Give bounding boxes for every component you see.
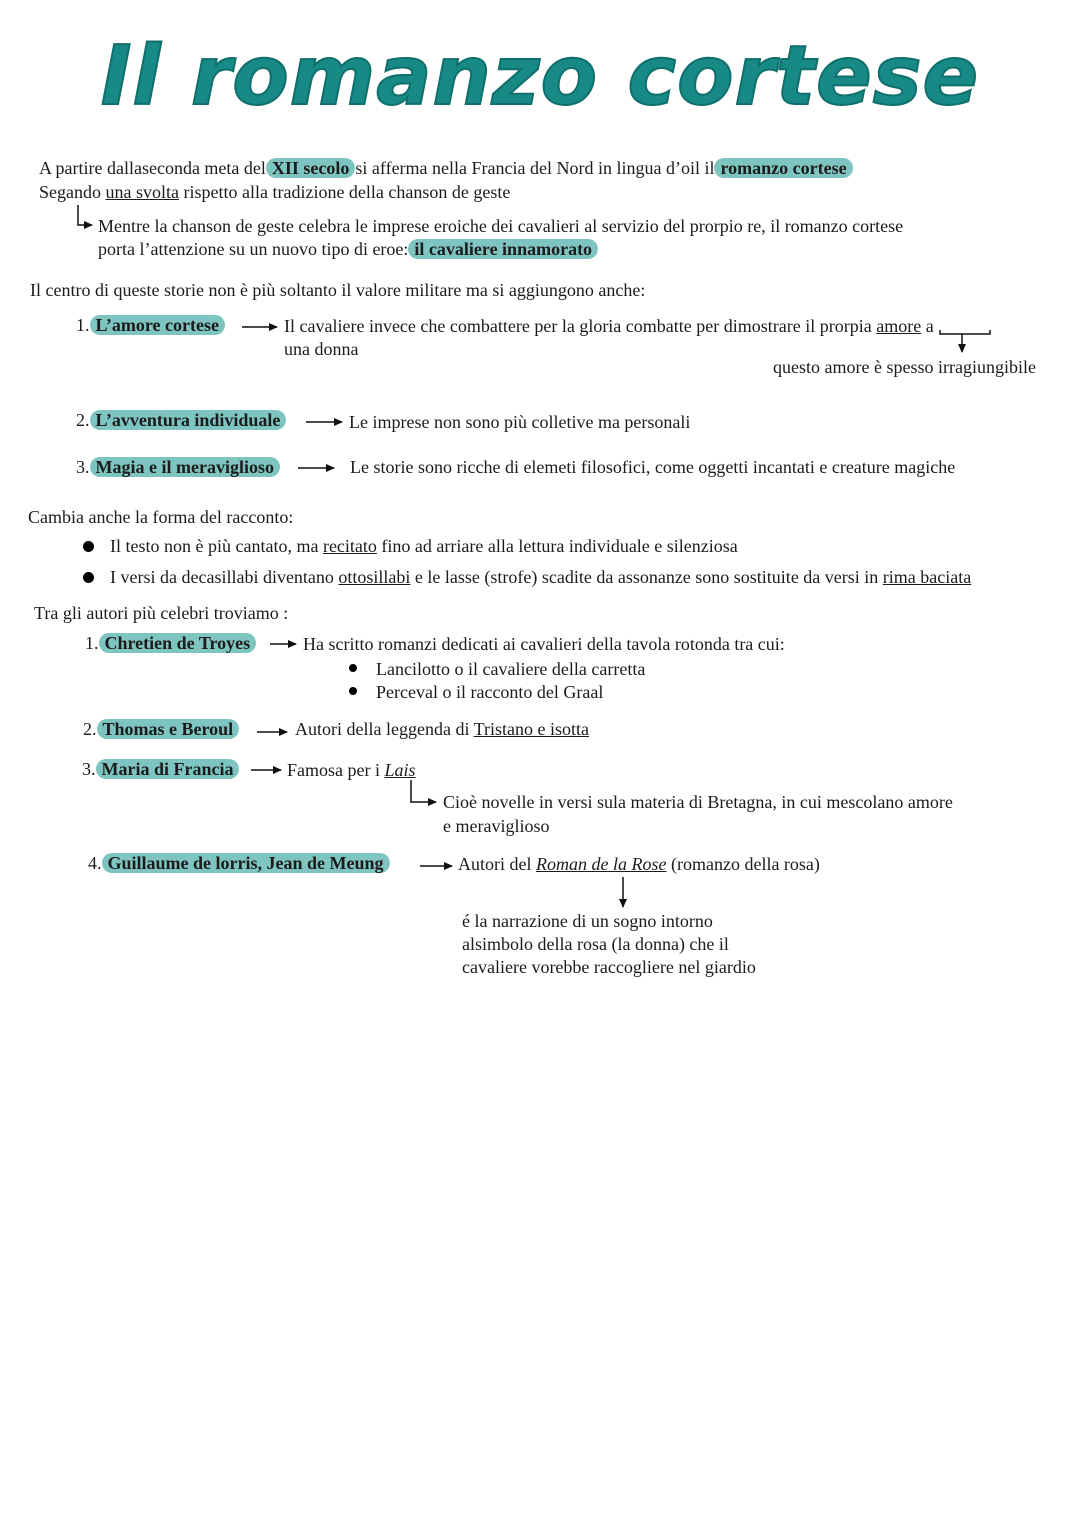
center-item-1: [76, 314, 225, 337]
underlined-text: una svolta: [105, 182, 179, 202]
author-4-note-line-2: alsimbolo della rosa (la donna) che il: [462, 934, 729, 954]
center-item-3: [76, 456, 280, 479]
highlight-avventura-individuale: L’avventura individuale: [90, 410, 287, 430]
intro-text: rispetto alla tradizione della chanson de geste: [183, 182, 511, 202]
author-desc: Autori del: [458, 854, 532, 874]
bullet-text: e le lasse (strofe) scadite da assonanze sono sostituite da versi in: [414, 567, 879, 587]
highlight-amore-cortese: L’amore cortese: [90, 315, 225, 335]
underlined-text: amore: [876, 316, 922, 336]
bracket-arrow-down-icon: [940, 330, 990, 352]
author-2: [83, 718, 239, 741]
author-1-desc: Ha scritto romanzi dedicati ai cavalieri della tavola rotonda tra cui:: [303, 634, 785, 654]
center-item-1-desc-line-2: una donna: [284, 339, 359, 359]
underlined-text: rima baciata: [882, 567, 972, 587]
intro-line-2: [39, 181, 510, 204]
highlight-chretien: Chretien de Troyes: [99, 633, 257, 653]
center-item-2: [76, 409, 286, 432]
item-number: 2.: [76, 410, 90, 430]
author-3-sub-line-1: Cioè novelle in versi sula materia di Bretagna, in cui mescolano amore: [443, 792, 953, 812]
author-desc: (romanzo della rosa): [670, 854, 820, 874]
author-3-desc: [287, 759, 416, 782]
author-1: [85, 632, 256, 655]
item-desc: a: [925, 316, 934, 336]
author-1-work-2: Perceval o il racconto del Graal: [376, 682, 604, 702]
highlight-guillaume: Guillaume de lorris, Jean de Meung: [102, 853, 390, 873]
item-number: 3.: [82, 759, 96, 779]
center-item-1-desc: [284, 315, 934, 338]
bullet-text: I versi da decasillabi diventano: [110, 567, 334, 587]
intro-text: porta l’attenzione su un nuovo tipo di eroe:: [98, 239, 409, 259]
highlight-xii-secolo: XII secolo: [266, 158, 356, 178]
center-heading: Il centro di queste storie non è più soltanto il valore militare ma si aggiungono anche:: [30, 280, 646, 300]
intro-line-1: [39, 157, 853, 180]
author-4-note-line-1: é la narrazione di un sogno intorno: [462, 911, 713, 931]
highlight-thomas: Thomas e Beroul: [97, 719, 240, 739]
underlined-text: recitato: [322, 536, 377, 556]
italic-underlined-text: Roman de la Rose: [536, 854, 667, 874]
author-4-note-line-3: cavaliere vorebbe raccogliere nel giardio: [462, 957, 756, 977]
bullet-icon: [83, 572, 94, 583]
center-item-1-note: questo amore è spesso irragiungibile: [773, 357, 1036, 377]
forma-bullet-1: [110, 535, 738, 558]
italic-underlined-text: Lais: [384, 760, 416, 780]
author-2-desc: [295, 718, 589, 741]
underlined-text: Tristano e isotta: [473, 719, 589, 739]
intro-sub-line-1: Mentre la chanson de geste celebra le imprese eroiche dei cavalieri al servizio del prorpio re, il romanzo cortese: [98, 216, 904, 236]
item-number: 1.: [85, 633, 99, 653]
elbow-arrow-icon: [411, 780, 436, 802]
author-desc: Famosa per i: [287, 760, 380, 780]
item-number: 1.: [76, 315, 90, 335]
underlined-text: ottosillabi: [338, 567, 411, 587]
bullet-icon: [349, 687, 357, 695]
author-1-work-1: Lancilotto o il cavaliere della carretta: [376, 659, 646, 679]
author-3-sub-line-2: e meraviglioso: [443, 816, 550, 836]
author-3: [82, 758, 239, 781]
highlight-magia: Magia e il meraviglioso: [90, 457, 280, 477]
item-number: 2.: [83, 719, 97, 739]
intro-sub-line-2: [98, 238, 598, 261]
item-number: 3.: [76, 457, 90, 477]
highlight-romanzo-cortese: romanzo cortese: [714, 158, 852, 178]
intro-text: si afferma nella Francia del Nord in lingua d’oil il: [355, 158, 715, 178]
intro-text: A partire dallaseconda meta del: [39, 158, 266, 178]
item-number: 4.: [88, 853, 102, 873]
bullet-text: fino ad arriare alla lettura individuale e silenziosa: [381, 536, 738, 556]
bullet-icon: [83, 541, 94, 552]
author-desc: Autori della leggenda di: [295, 719, 470, 739]
center-item-3-desc: Le storie sono ricche di elemeti filosofici, come oggetti incantati e creature magiche: [350, 457, 956, 477]
page-title: Il romanzo cortese: [100, 29, 980, 124]
highlight-maria: Maria di Francia: [96, 759, 240, 779]
forma-bullet-2: [110, 566, 971, 589]
center-item-2-desc: Le imprese non sono più colletive ma personali: [349, 412, 691, 432]
highlight-cavaliere-innamorato: il cavaliere innamorato: [408, 239, 598, 259]
item-desc: Il cavaliere invece che combattere per la gloria combatte per dimostrare il prorpia: [284, 316, 872, 336]
bullet-icon: [349, 664, 357, 672]
bullet-text: Il testo non è più cantato, ma: [110, 536, 319, 556]
author-4-desc: [458, 853, 820, 876]
autori-heading: Tra gli autori più celebri troviamo :: [34, 603, 289, 623]
intro-text: Segando: [39, 182, 101, 202]
elbow-arrow-icon: [78, 205, 92, 225]
author-4: [88, 852, 390, 875]
forma-heading: Cambia anche la forma del racconto:: [28, 507, 294, 527]
